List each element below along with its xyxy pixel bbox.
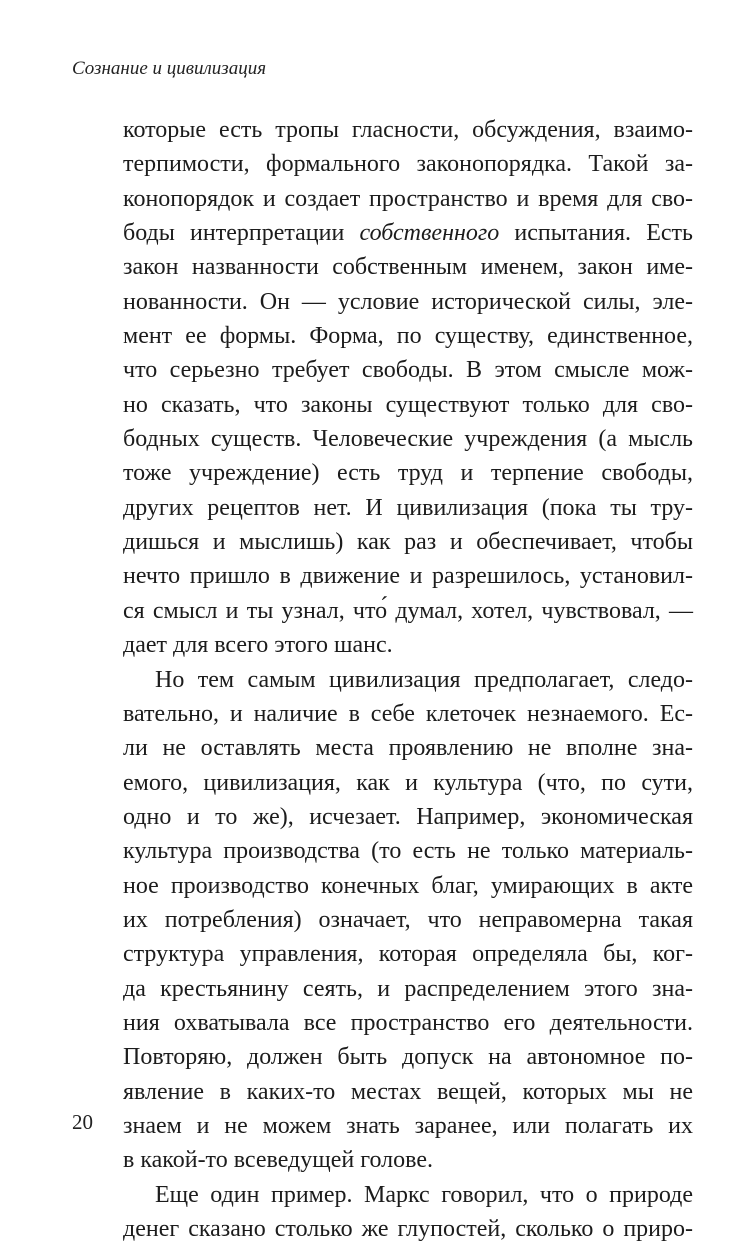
text-line: ния охватывала все пространство его деятельности.	[123, 1009, 693, 1036]
italic-emphasis: собственного	[359, 220, 500, 247]
text-span: испытания. Есть	[499, 220, 693, 247]
paragraph	[123, 113, 693, 663]
text-line: Но тем самым цивилизация предполагает, следо-	[155, 666, 693, 693]
text-line: емого, цивилизация, как и культура (что, по сути,	[123, 769, 693, 796]
text-line: знаем и не можем знать заранее, или полагать их	[123, 1112, 693, 1139]
text-line: что серьезно требует свободы. В этом смысле мож-	[123, 357, 693, 384]
text-line: ли не оставлять места проявлению не вполне зна-	[123, 735, 693, 762]
text-line: терпимости, формального законопорядка. Такой за-	[123, 151, 693, 178]
running-header: Сознание и цивилизация	[72, 58, 267, 79]
text-line: Еще один пример. Маркс говорил, что о природе	[155, 1181, 693, 1208]
text-line: дает для всего этого шанс.	[123, 632, 393, 659]
text-line: других рецептов нет. И цивилизация (пока ты тру-	[123, 494, 693, 521]
page-number: 20	[72, 1110, 93, 1134]
body-text	[123, 113, 693, 1246]
text-line: Повторяю, должен быть допуск на автономное по-	[123, 1044, 693, 1071]
text-line: культура производства (то есть не только материаль-	[123, 838, 693, 865]
text-line: но сказать, что законы существуют только для сво-	[123, 391, 693, 418]
text-line: одно и то же), исчезает. Например, экономическая	[123, 803, 693, 830]
text-line: да крестьянину сеять, и распределением этого зна-	[123, 975, 693, 1002]
paragraph	[123, 1178, 693, 1246]
text-line: бодных существ. Человеческие учреждения (а мысль	[123, 426, 693, 453]
text-line: мент ее формы. Форма, по существу, единственное,	[123, 323, 693, 350]
text-line	[123, 216, 693, 250]
text-line: закон названности собственным именем, закон име-	[123, 254, 693, 281]
text-line: которые есть тропы гласности, обсуждения, взаимо-	[123, 117, 693, 143]
text-span: боды интерпретации	[123, 220, 360, 247]
text-line: в какой-то всеведущей голове.	[123, 1147, 433, 1174]
text-line: нованности. Он — условие исторической силы, эле-	[123, 288, 693, 315]
text-line: конопорядок и создает пространство и время для сво-	[123, 185, 693, 212]
text-line: их потребления) означает, что неправомерна такая	[123, 906, 693, 933]
text-line: денег сказано столько же глупостей, сколько о приро-	[123, 1216, 693, 1242]
text-line: вательно, и наличие в себе клеточек незнаемого. Ес-	[123, 700, 693, 727]
paragraph	[123, 663, 693, 1178]
text-line: тоже учреждение) есть труд и терпение свободы,	[123, 460, 693, 487]
text-line: нечто пришло в движение и разрешилось, установил-	[123, 563, 693, 590]
text-line: явление в каких-то местах вещей, которых мы не	[123, 1078, 693, 1105]
text-line: ся смысл и ты узнал, что́ думал, хотел, чувствовал, —	[123, 597, 693, 624]
text-line: ное производство конечных благ, умирающих в акте	[123, 872, 693, 899]
text-line: структура управления, которая определяла бы, ког-	[123, 941, 693, 968]
text-line: дишься и мыслишь) как раз и обеспечивает, чтобы	[123, 529, 693, 556]
